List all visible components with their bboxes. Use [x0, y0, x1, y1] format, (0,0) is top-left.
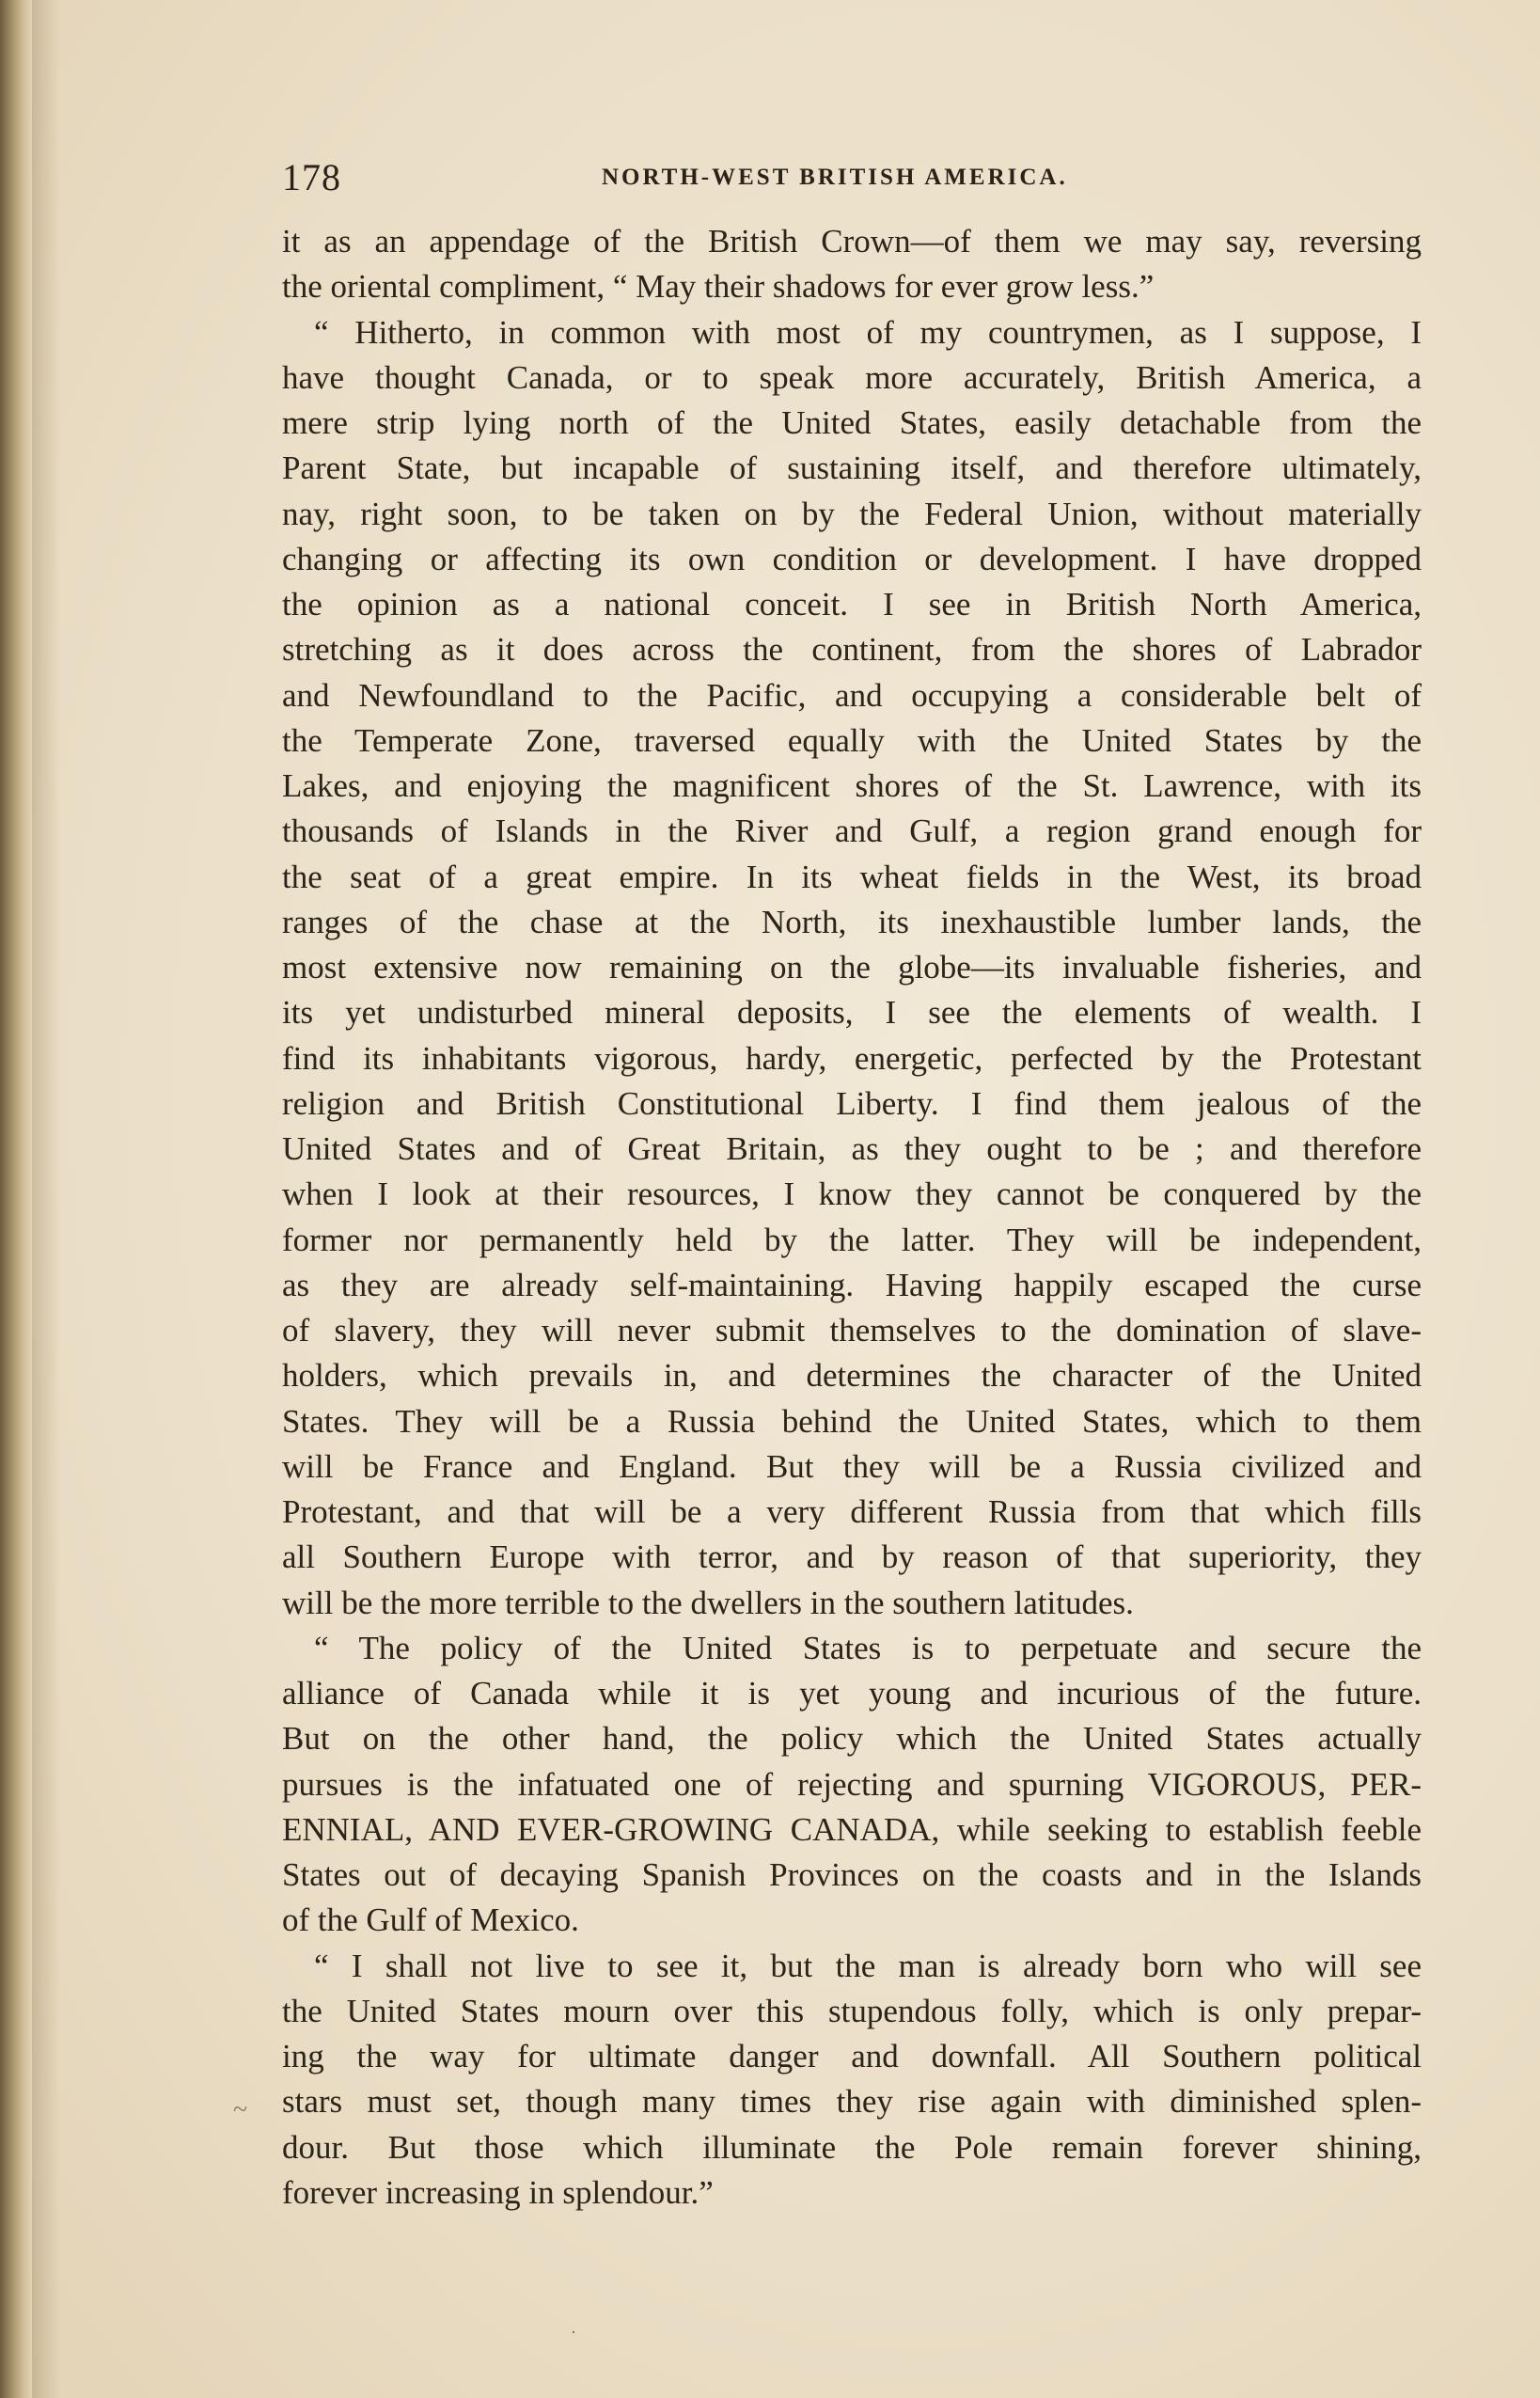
text-line: its yet undisturbed mineral deposits, I see the elements of wealth. I [282, 994, 1422, 1032]
text-line: the United States mourn over this stupendous folly, which is only prepar- [282, 1992, 1422, 2029]
text-line: nay, right soon, to be taken on by the Federal Union, without materially [282, 495, 1422, 532]
margin-pencil-mark: ~ [233, 2095, 248, 2124]
text-line: all Southern Europe with terror, and by reason of that superiority, they [282, 1538, 1422, 1576]
text-line: Protestant, and that will be a very different Russia from that which fills [282, 1493, 1422, 1530]
text-line: and Newfoundland to the Pacific, and occupying a considerable belt of [282, 676, 1422, 714]
page-header [282, 155, 1422, 202]
text-line: alliance of Canada while it is yet young and incurious of the future. [282, 1675, 1422, 1712]
text-line: Parent State, but incapable of sustaining itself, and therefore ultimately, [282, 450, 1422, 487]
gutter-shadow [32, 0, 60, 2398]
text-line: the opinion as a national conceit. I see in British North America, [282, 586, 1422, 623]
text-line: stars must set, though many times they rise again with diminished splen- [282, 2083, 1422, 2121]
text-line: holders, which prevails in, and determines the character of the United [282, 1357, 1422, 1395]
body-text [282, 219, 1422, 2216]
text-line: “ Hitherto, in common with most of my countrymen, as I suppose, I [314, 313, 1422, 351]
text-line: thousands of Islands in the River and Gulf, a region grand enough for [282, 812, 1422, 850]
text-line: when I look at their resources, I know they cannot be conquered by the [282, 1175, 1422, 1213]
text-line: it as an appendage of the British Crown—of them we may say, reversing [282, 223, 1422, 260]
text-line: ing the way for ultimate danger and downfall. All Southern political [282, 2038, 1422, 2075]
text-line: forever increasing in splendour.” [282, 2173, 714, 2211]
text-line: will be the more terrible to the dwellers in the southern latitudes. [282, 1584, 1134, 1621]
text-line: the oriental compliment, “ May their shadows for ever grow less.” [282, 268, 1155, 306]
text-line: ENNIAL, AND EVER-GROWING CANADA, while seeking to establish feeble [282, 1810, 1422, 1848]
text-line: the seat of a great empire. In its wheat fields in the West, its broad [282, 858, 1422, 895]
text-line: changing or affecting its own condition or development. I have dropped [282, 540, 1422, 577]
text-line: “ I shall not live to see it, but the man is already born who will see [314, 1947, 1422, 1984]
text-line: will be France and England. But they will be a Russia civilized and [282, 1447, 1422, 1485]
text-line: Lakes, and enjoying the magnificent shores of the St. Lawrence, with its [282, 767, 1422, 804]
text-line: “ The policy of the United States is to perpetuate and secure the [314, 1629, 1422, 1666]
page-number: 178 [282, 156, 341, 198]
text-line: pursues is the infatuated one of rejecting and spurning VIGOROUS, PER- [282, 1765, 1422, 1803]
text-line: former nor permanently held by the latter. They will be independent, [282, 1221, 1422, 1258]
text-line: find its inhabitants vigorous, hardy, energetic, perfected by the Protestant [282, 1039, 1422, 1077]
text-line: United States and of Great Britain, as they ought to be ; and therefore [282, 1130, 1422, 1167]
text-line: the Temperate Zone, traversed equally with the United States by the [282, 721, 1422, 759]
text-line: stretching as it does across the continent, from the shores of Labrador [282, 631, 1422, 669]
footer-ink-speck: · [571, 2323, 576, 2342]
text-line: States. They will be a Russia behind the United States, which to them [282, 1402, 1422, 1440]
text-line: mere strip lying north of the United States, easily detachable from the [282, 404, 1422, 441]
text-line: most extensive now remaining on the globe—its invaluable fisheries, and [282, 949, 1422, 986]
running-head: NORTH-WEST BRITISH AMERICA. [602, 165, 1068, 190]
text-line: religion and British Constitutional Liberty. I find them jealous of the [282, 1084, 1422, 1122]
text-line: But on the other hand, the policy which the United States actually [282, 1720, 1422, 1758]
text-line: of slavery, they will never submit themselves to the domination of slave- [282, 1312, 1422, 1349]
text-line: ranges of the chase at the North, its inexhaustible lumber lands, the [282, 903, 1422, 940]
text-line: dour. But those which illuminate the Pole remain forever shining, [282, 2128, 1422, 2166]
text-line: have thought Canada, or to speak more accurately, British America, a [282, 358, 1422, 396]
text-line: as they are already self-maintaining. Having happily escaped the curse [282, 1266, 1422, 1303]
text-line: States out of decaying Spanish Provinces on the coasts and in the Islands [282, 1856, 1422, 1893]
book-spine-edge [0, 0, 32, 2398]
text-line: of the Gulf of Mexico. [282, 1901, 579, 1939]
